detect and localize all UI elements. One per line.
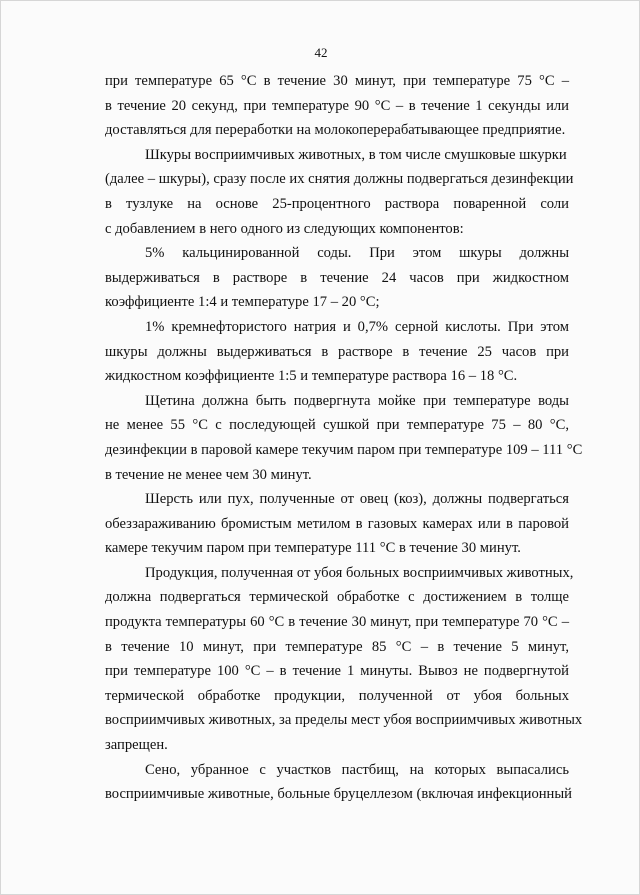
paragraph-skins xyxy=(105,143,574,241)
text-line: термической обработке продукции, полученной от убоя больных xyxy=(105,687,569,704)
page-number: 42 xyxy=(314,45,328,60)
text-line: не менее 55 °С с последующей сушкой при температуре 75 – 80 °С, xyxy=(105,417,569,434)
text-line: дезинфекции в паровой камере текучим паром при температуре 109 – 111 °С xyxy=(105,441,583,458)
body-text xyxy=(105,69,583,807)
paragraph-wool xyxy=(105,487,569,561)
text-line: в тузлуке на основе 25-процентного раствора поваренной соли xyxy=(105,195,569,212)
text-line: восприимчивых животных, за пределы мест убоя восприимчивых животных xyxy=(105,712,583,729)
text-line: шкуры должны выдерживаться в растворе в течение 25 часов при xyxy=(105,343,569,360)
text-line: в течение 20 секунд, при температуре 90 °С – в течение 1 секунды или xyxy=(105,97,569,114)
text-line: Сено, убранное с участков пастбищ, на которых выпасались xyxy=(145,761,569,778)
text-line: жидкостном коэффициенте 1:5 и температуре раствора 16 – 18 °С. xyxy=(105,368,518,385)
text-line: камере текучим паром при температуре 111 °С в течение 30 минут. xyxy=(105,540,521,557)
text-line: восприимчивые животные, больные бруцеллезом (включая инфекционный xyxy=(105,786,572,803)
paragraph-bristle xyxy=(105,389,583,487)
text-line: (далее – шкуры), сразу после их снятия должны подвергаться дезинфекции xyxy=(105,171,574,188)
text-line: доставляться для переработки на молокоперерабатывающее предприятие. xyxy=(105,122,566,139)
paragraph-hay xyxy=(105,758,572,807)
text-line: должна подвергаться термической обработке с достижением в толще xyxy=(105,589,569,606)
text-line: Шкуры восприимчивых животных, в том числе смушковые шкурки xyxy=(145,146,567,163)
text-line: 1% кремнефтористого натрия и 0,7% серной кислоты. При этом xyxy=(145,318,569,335)
text-line: Шерсть или пух, полученные от овец (коз), должны подвергаться xyxy=(145,491,569,508)
text-line: Щетина должна быть подвергнута мойке при температуре воды xyxy=(145,392,569,409)
text-line: с добавлением в него одного из следующих компонентов: xyxy=(105,220,464,237)
text-line: запрещен. xyxy=(105,737,168,754)
text-line: выдерживаться в растворе в течение 24 часов при жидкостном xyxy=(105,269,569,286)
text-line: при температуре 65 °С в течение 30 минут, при температуре 75 °С – xyxy=(105,73,569,89)
text-line: в течение 10 минут, при температуре 85 °С – в течение 5 минут, xyxy=(105,638,569,655)
paragraph-products xyxy=(105,561,583,758)
text-line: обеззараживанию бромистым метилом в газовых камерах или в паровой xyxy=(105,515,569,532)
text-line: в течение не менее чем 30 минут. xyxy=(105,466,312,483)
text-line: продукта температуры 60 °С в течение 30 минут, при температуре 70 °С – xyxy=(105,614,569,631)
text-line: коэффициенте 1:4 и температуре 17 – 20 °С; xyxy=(105,294,380,311)
text-line: при температуре 100 °С – в течение 1 минуты. Вывоз не подвергнутой xyxy=(105,663,569,680)
paragraph-sodium-fluorosilicate xyxy=(105,315,569,389)
paragraph-soda xyxy=(105,241,569,315)
paragraph-continuation xyxy=(105,69,569,143)
text-line: 5% кальцинированной соды. При этом шкуры должны xyxy=(145,245,569,262)
text-line: Продукция, полученная от убоя больных восприимчивых животных, xyxy=(145,564,574,581)
